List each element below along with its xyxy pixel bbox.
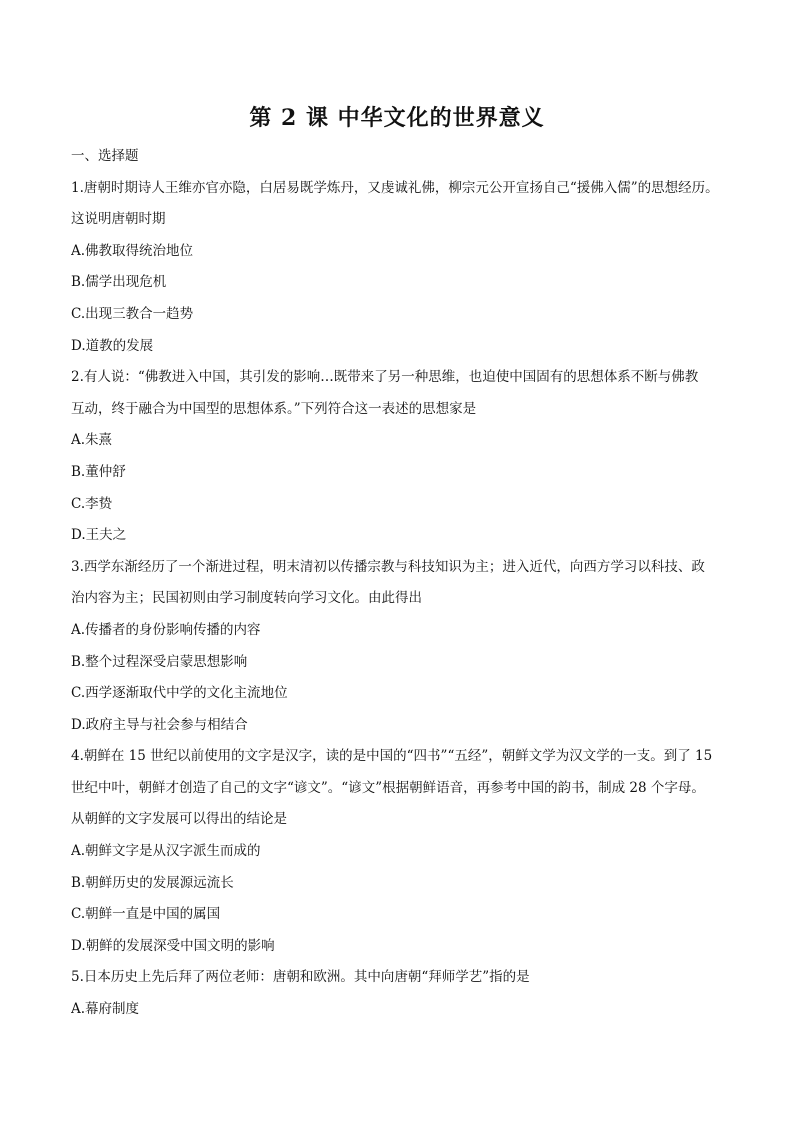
option-a: A.朱熹 (71, 432, 113, 449)
question-stem-line: 世纪中叶，朝鲜才创造了自己的文字“谚文”。“谚文”根据朝鲜语音，再参考中国的韵书，制成 28 个字母。 (71, 779, 705, 796)
option-c: C.西学逐渐取代中学的文化主流地位 (71, 685, 288, 702)
option-a: A.幕府制度 (71, 1001, 140, 1018)
question-stem-line: 互动，终于融合为中国型的思想体系。”下列符合这一表述的思想家是 (71, 400, 477, 417)
option-d: D.朝鲜的发展深受中国文明的影响 (71, 937, 275, 954)
option-c: C.李贽 (71, 495, 113, 512)
question-3 (71, 552, 727, 742)
option-d: D.王夫之 (71, 527, 127, 544)
page-title: 第 2 课 中华文化的世界意义 (249, 105, 545, 131)
option-a: A.传播者的身份影响传播的内容 (71, 621, 261, 638)
question-stem-line: 治内容为主；民国初则由学习制度转向学习文化。由此得出 (71, 590, 422, 607)
option-b: B.朝鲜历史的发展源远流长 (71, 874, 234, 891)
question-stem-line: 4.朝鲜在 15 世纪以前使用的文字是汉字，读的是中国的“四书”“五经”，朝鲜文学为汉文学的一支。到了 15 (71, 748, 713, 765)
option-b: B.董仲舒 (71, 463, 126, 480)
question-2 (71, 362, 727, 552)
option-d: D.道教的发展 (71, 337, 154, 354)
question-stem-line: 从朝鲜的文字发展可以得出的结论是 (71, 811, 287, 828)
option-a: A.佛教取得统治地位 (71, 242, 194, 259)
question-stem-line: 2.有人说：“佛教进入中国，其引发的影响…既带来了另一种思维，也迫使中国固有的思想体系不断与佛教 (71, 369, 699, 386)
question-stem-line: 这说明唐朝时期 (71, 211, 166, 228)
document-body (71, 141, 727, 1026)
question-stem-line: 3.西学东渐经历了一个渐进过程，明末清初以传播宗教与科技知识为主；进入近代，向西方学习以科技、政 (71, 558, 705, 575)
question-1 (71, 173, 727, 363)
option-c: C.出现三教合一趋势 (71, 305, 194, 322)
option-b: B.整个过程深受启蒙思想影响 (71, 653, 248, 670)
section-heading: 一、选择题 (71, 148, 139, 164)
option-a: A.朝鲜文字是从汉字派生而成的 (71, 843, 261, 860)
option-c: C.朝鲜一直是中国的属国 (71, 906, 221, 923)
option-d: D.政府主导与社会参与相结合 (71, 716, 248, 733)
option-b: B.儒学出现危机 (71, 274, 167, 291)
question-stem-line: 5.日本历史上先后拜了两位老师：唐朝和欧洲。其中向唐朝“拜师学艺”指的是 (71, 969, 530, 986)
question-4 (71, 741, 727, 962)
question-stem-line: 1.唐朝时期诗人王维亦官亦隐，白居易既学炼丹，又虔诚礼佛，柳宗元公开宣扬自己“援佛入儒”的思想经历。 (71, 179, 719, 196)
question-5 (71, 962, 727, 1025)
